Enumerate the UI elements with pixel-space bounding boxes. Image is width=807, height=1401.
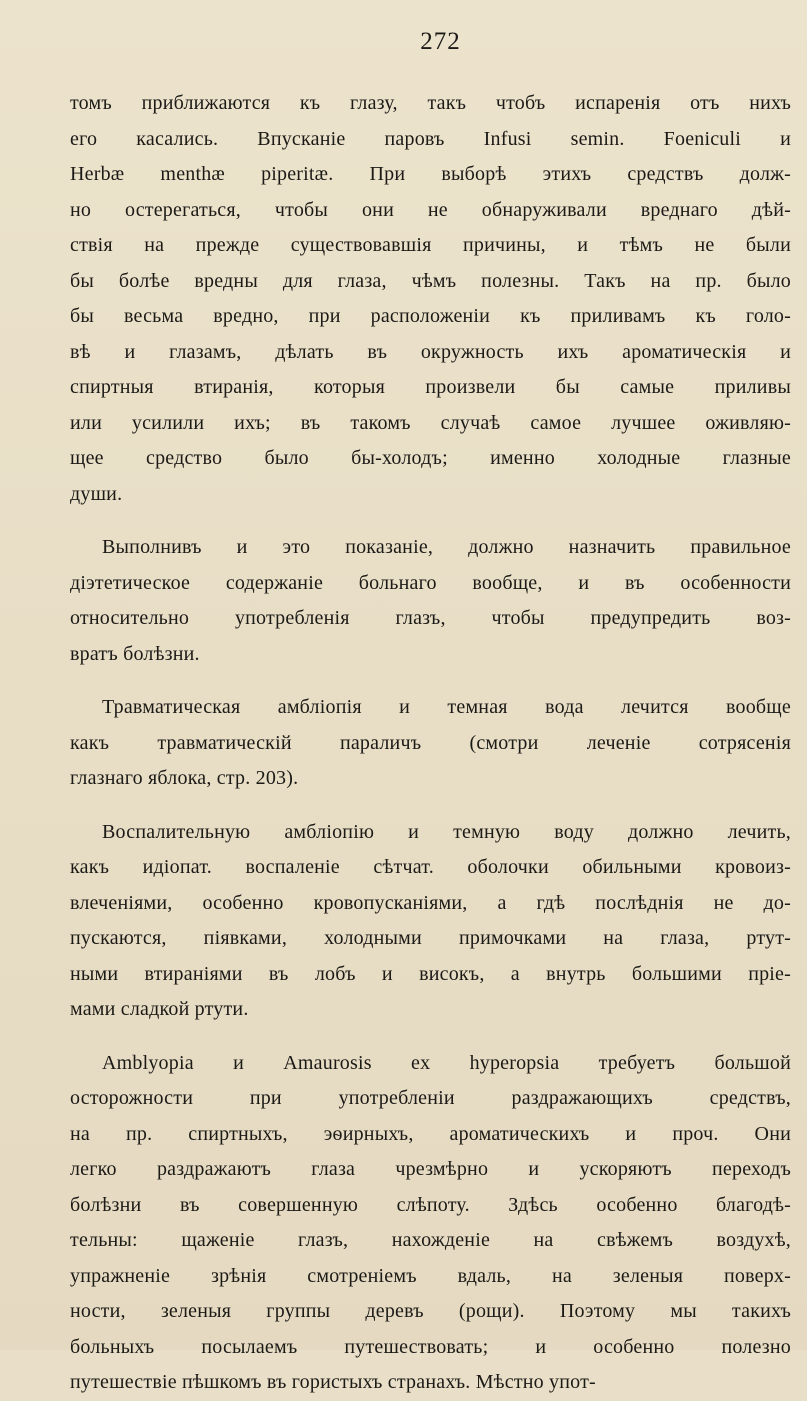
text-line: влеченіями, особенно кровопусканіями, а гдѣ послѣднія не до- — [70, 891, 791, 914]
text-line: упражненіе зрѣнія смотреніемъ вдаль, на зеленыя поверх- — [70, 1264, 791, 1287]
text-line: ствія на прежде существовавшія причины, и тѣмъ не были — [70, 234, 791, 256]
text-line: ными втираніями въ лобъ и високъ, а внутрь большими пріе- — [70, 962, 791, 985]
text-line: его касались. Впусканіе паровъ Infusi semin. Foeniculi и — [70, 127, 791, 150]
text-line: мами сладкой ртути. — [70, 998, 249, 1020]
text-line: на пр. спиртныхъ, эѳирныхъ, ароматическихъ и проч. Они — [70, 1122, 791, 1145]
paragraph — [70, 690, 791, 797]
text-line: или усилили ихъ; въ такомъ случаѣ самое лучшее оживляю- — [70, 411, 791, 434]
text-line: Травматическая амбліопія и темная вода лечится вообще — [102, 696, 791, 718]
text-line: вратъ болѣзни. — [70, 642, 200, 665]
text-line: Herbæ menthæ piperitæ. При выборѣ этихъ средствъ долж- — [70, 163, 791, 185]
text-line: души. — [70, 482, 123, 505]
text-line: ности, зеленыя группы деревъ (рощи). Поэтому мы такихъ — [70, 1300, 791, 1322]
text-line: больныхъ посылаемъ путешествовать; и особенно полезно — [70, 1335, 791, 1358]
text-line: путешествіе пѣшкомъ въ гористыхъ странахъ. Мѣстно упот- — [70, 1371, 596, 1393]
page-number: 272 — [420, 28, 461, 55]
text-line: спиртныя втиранія, которыя произвели бы самые приливы — [70, 376, 791, 398]
text-line: щее средство было бы-холодъ; именно холодные глазные — [70, 447, 791, 469]
text-line: относительно употребленія глазъ, чтобы предупредить воз- — [70, 607, 791, 629]
text-line: вѣ и глазамъ, дѣлать въ окружность ихъ ароматическія и — [70, 340, 791, 363]
text-line: томъ приближаются къ глазу, такъ чтобъ испаренія отъ нихъ — [70, 92, 791, 114]
paragraph — [70, 86, 791, 512]
paragraph — [70, 1046, 791, 1401]
text-line: осторожности при употребленіи раздражающихъ средствъ, — [70, 1087, 791, 1109]
text-line: Amblyopia и Amaurosis ex hyperopsia требуетъ большой — [102, 1051, 791, 1074]
text-line: легко раздражаютъ глаза чрезмѣрно и ускоряютъ переходъ — [70, 1158, 791, 1180]
text-line: пускаются, піявками, холодными примочками на глаза, ртут- — [70, 927, 791, 949]
text-line: болѣзни въ совершенную слѣпоту. Здѣсь особенно благодѣ- — [70, 1193, 791, 1216]
text-line: Воспалительную амбліопію и темную воду должно лечить, — [102, 820, 791, 843]
text-line: какъ травматическій параличъ (смотри леченіе сотрясенія — [70, 731, 791, 754]
text-line: глазнаго яблока, стр. 203). — [70, 767, 299, 789]
text-line: тельны: щаженіе глазъ, нахожденіе на свѣжемъ воздухѣ, — [70, 1229, 791, 1251]
text-line: какъ идіопат. воспаленіе сѣтчат. оболочки обильными кровоиз- — [70, 856, 791, 878]
text-line: діэтетическое содержаніе больнаго вообще, и въ особенности — [70, 571, 791, 594]
text-line: Выполнивъ и это показаніе, должно назначить правильное — [102, 536, 791, 558]
paragraph — [70, 815, 791, 1028]
text-line: бы болѣе вредны для глаза, чѣмъ полезны. Такъ на пр. было — [70, 269, 791, 292]
paragraph — [70, 530, 791, 672]
text-line: бы весьма вредно, при расположеніи къ приливамъ къ голо- — [70, 305, 791, 327]
body-text — [70, 86, 791, 1401]
text-line: но остерегаться, чтобы они не обнаруживали вреднаго дѣй- — [70, 198, 791, 221]
